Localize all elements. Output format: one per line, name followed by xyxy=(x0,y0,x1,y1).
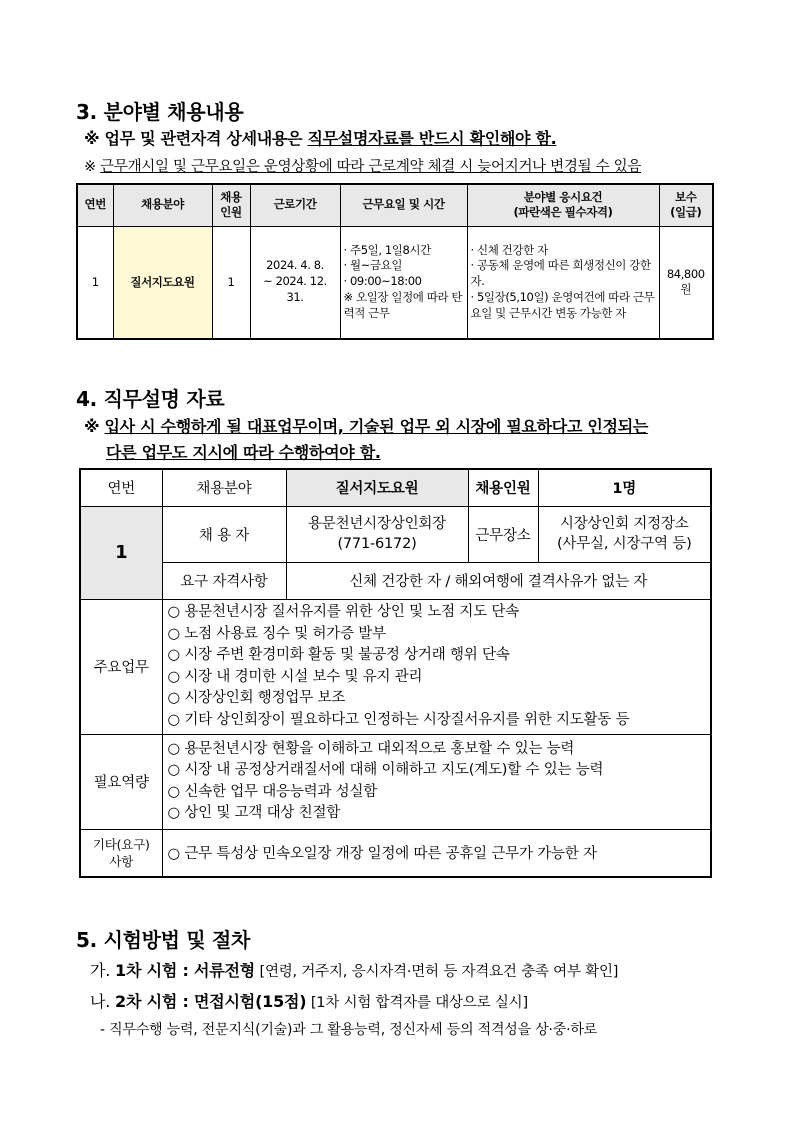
list-item: ○ 시장상인회 행정업무 보조 xyxy=(167,690,346,706)
step-prefix: 나. xyxy=(90,992,116,1011)
row-requirements xyxy=(467,226,659,339)
row-period xyxy=(250,226,340,339)
period-start: 2024. 4. 8. xyxy=(266,258,324,273)
table-row xyxy=(77,226,713,339)
count-value: 1명 xyxy=(538,469,711,506)
workplace-value xyxy=(538,506,711,562)
note1-underline: 직무설명자료를 반드시 확인해야 함. xyxy=(307,129,557,148)
th-period: 근로기간 xyxy=(250,184,340,226)
schedule-line: · 월~금요일 xyxy=(343,258,403,273)
qual-value: 신체 건강한 자 / 해외여행에 결격사유가 없는 자 xyxy=(286,562,711,599)
section3-note-2 xyxy=(84,155,641,176)
row-pay: 84,800원 xyxy=(659,226,713,339)
etc-value: ○ 근무 특성상 민속오일장 개장 일정에 따른 공휴일 근무가 가능한 자 xyxy=(162,829,711,877)
th-pay: 보수 (일급) xyxy=(659,184,713,226)
employer-label: 채 용 자 xyxy=(162,506,286,562)
table-row xyxy=(80,562,711,599)
note-line1: 입사 시 수행하게 될 대표업무이며, 기술된 업무 외 시장에 필요하다고 인정되는 xyxy=(104,417,649,436)
section4-title: 4. 직무설명 자료 xyxy=(76,387,225,411)
period-end: ~ 2024. 12. 31. xyxy=(263,274,327,305)
list-item: ○ 용문천년시장 현황을 이해하고 대외적으로 홍보할 수 있는 능력 xyxy=(167,740,575,757)
etc-label-line: 기타(요구) xyxy=(92,836,150,852)
h-field: 채용분야 xyxy=(162,469,286,506)
list-item: ○ 시장 주변 환경미화 활동 및 불공정 상거래 행위 단속 xyxy=(167,647,510,663)
th-schedule: 근무요일 및 시간 xyxy=(340,184,467,226)
exam-step-2-detail: - 직무수행 능력, 전문지식(기술)과 그 활용능력, 정신자세 등의 적격성을 상·중·하로 xyxy=(100,1022,597,1038)
list-item: ○ 신속한 업무 대응능력과 성실함 xyxy=(167,783,378,800)
exam-step-1 xyxy=(90,958,618,981)
note-line2: 다른 업무도 지시에 따라 수행하여야 함. xyxy=(106,443,381,462)
step-desc: [연령, 거주지, 응시자격·면허 등 자격요건 충족 여부 확인] xyxy=(255,964,619,980)
list-item: ○ 상인 및 고객 대상 친절함 xyxy=(167,805,341,821)
row-schedule xyxy=(340,226,467,339)
th-no: 연번 xyxy=(77,184,113,226)
note-mark: ※ xyxy=(84,417,105,436)
table-row xyxy=(80,734,711,829)
recruitment-table-header xyxy=(77,184,713,226)
workplace-line: (사무실, 시장구역 등) xyxy=(556,536,692,552)
table-row xyxy=(80,829,711,877)
step-title: 1차 시험 : 서류전형 xyxy=(115,961,256,980)
competency-label: 필요역량 xyxy=(80,734,162,829)
job-description-table xyxy=(79,468,712,878)
duties-list xyxy=(162,599,711,734)
th-requirements: 분야별 응시요건 (파란색은 필수자격) xyxy=(467,184,659,226)
competency-list xyxy=(162,734,711,829)
row-no: 1 xyxy=(77,226,113,339)
note2-text: 근무개시일 및 근무요일은 운영상황에 따라 근로계약 체결 시 늦어지거나 변경될 수 있음 xyxy=(100,159,642,175)
workplace-line: 시장상인회 지정장소 xyxy=(559,516,689,532)
schedule-line: · 주5일, 1일8시간 xyxy=(343,242,431,257)
h-count: 채용인원 xyxy=(468,469,538,506)
requirement-line: · 신체 건강한 자 xyxy=(470,242,548,257)
workplace-label: 근무장소 xyxy=(468,506,538,562)
h-no: 연번 xyxy=(80,469,162,506)
schedule-line: ※ 오일장 일정에 따라 탄력적 근무 xyxy=(343,290,463,321)
list-item: ○ 기타 상인회장이 필요하다고 인정하는 시장질서유지를 위한 지도활동 등 xyxy=(167,711,630,728)
etc-label-line: 사항 xyxy=(109,853,134,869)
section5-title: 5. 시험방법 및 절차 xyxy=(76,928,251,952)
employer-name: 용문천년시장상인회장 xyxy=(307,516,447,532)
th-count: 채용 인원 xyxy=(212,184,250,226)
field-value: 질서지도요원 xyxy=(286,469,468,506)
list-item: ○ 시장 내 경미한 시설 보수 및 유지 관리 xyxy=(167,668,423,685)
table-row xyxy=(80,506,711,562)
table-row xyxy=(80,599,711,734)
list-item: ○ 시장 내 공정상거래질서에 대해 이해하고 지도(계도)할 수 있는 능력 xyxy=(167,762,604,778)
no-value: 1 xyxy=(80,506,162,599)
recruitment-table xyxy=(76,183,714,340)
schedule-line: · 09:00~18:00 xyxy=(343,274,422,289)
exam-step-2 xyxy=(90,989,528,1012)
etc-label xyxy=(80,829,162,877)
list-item: ○ 노점 사용료 징수 및 허가증 발부 xyxy=(167,625,386,642)
step-title: 2차 시험 : 면접시험(15점) xyxy=(115,992,307,1011)
requirement-line: · 5일장(5,10일) 운영여건에 따라 근무요일 및 근무시간 변동 가능한 자 xyxy=(470,290,655,321)
table-row xyxy=(80,469,711,506)
note2-mark: ※ xyxy=(84,159,101,175)
step-prefix: 가. xyxy=(90,961,116,980)
section4-note-line1 xyxy=(84,414,648,437)
th-field: 채용분야 xyxy=(113,184,212,226)
qual-label: 요구 자격사항 xyxy=(162,562,286,599)
section3-note-1 xyxy=(84,126,556,149)
list-item: ○ 용문천년시장 질서유지를 위한 상인 및 노점 지도 단속 xyxy=(167,604,519,620)
row-count: 1 xyxy=(212,226,250,339)
requirement-line: · 공동체 운영에 따른 희생정신이 강한 자. xyxy=(470,258,651,289)
step-desc: [1차 시험 합격자를 대상으로 실시] xyxy=(306,995,528,1011)
note1-prefix: ※ 업무 및 관련자격 상세내용은 xyxy=(84,129,308,148)
duties-label: 주요업무 xyxy=(80,599,162,734)
section3-title: 3. 분야별 채용내용 xyxy=(76,100,244,124)
row-field: 질서지도요원 xyxy=(113,226,212,339)
employer-value xyxy=(286,506,468,562)
section4-note-line2 xyxy=(106,440,381,463)
employer-phone: (771-6172) xyxy=(337,536,417,552)
